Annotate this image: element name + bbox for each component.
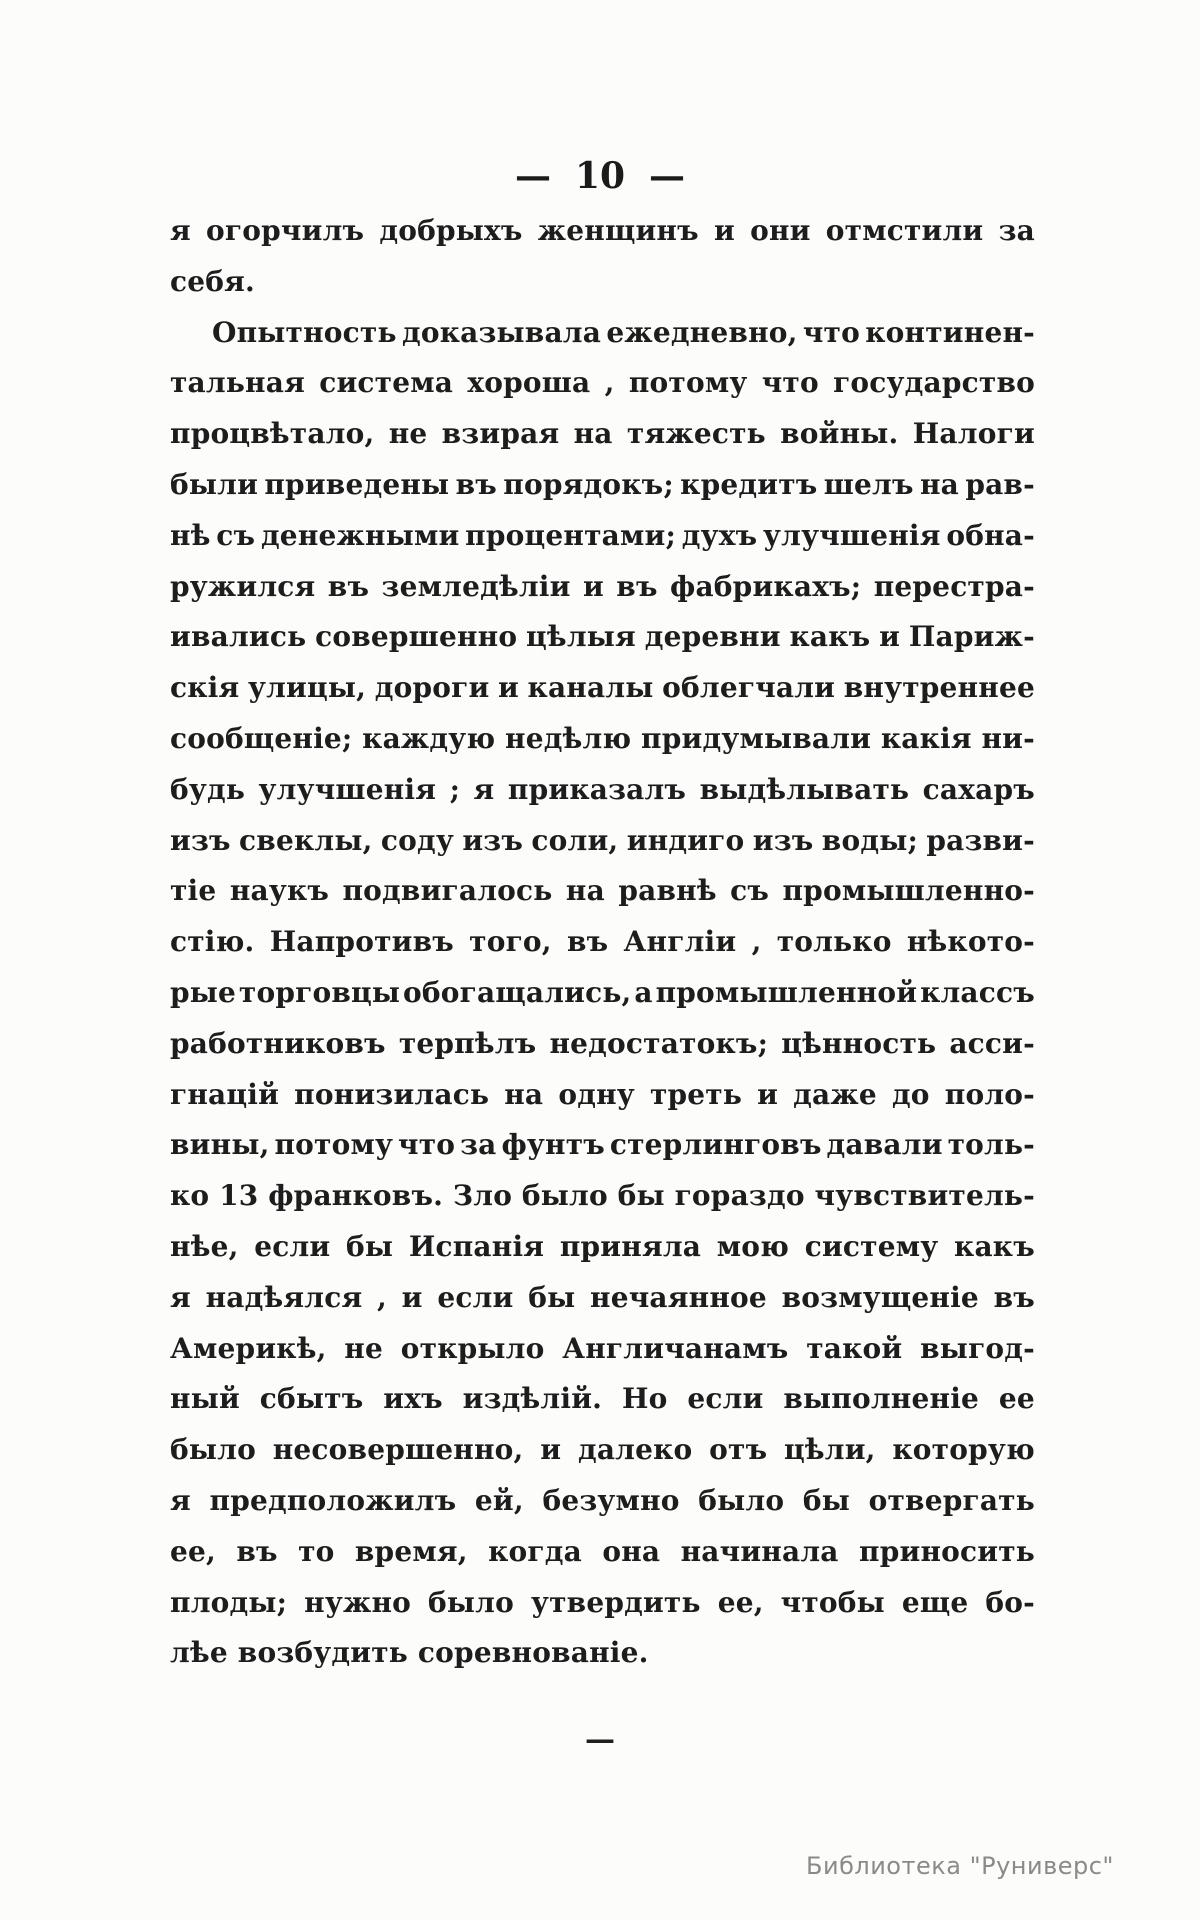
text-line: лѣе возбудить соревнованіе.: [170, 1636, 649, 1670]
word: начинала: [680, 1534, 839, 1568]
word: въ: [236, 1534, 278, 1568]
text-line: [170, 1476, 1035, 1527]
word: съ: [730, 874, 770, 908]
word: тяжесть: [626, 417, 766, 451]
word: въ: [993, 1280, 1035, 1314]
text-line: [170, 765, 1035, 816]
word: какія: [880, 721, 972, 755]
word: чувствитель-: [814, 1179, 1035, 1213]
word: они: [750, 214, 811, 247]
word: ,: [604, 366, 615, 400]
word: не: [344, 1331, 384, 1365]
word: издѣлій.: [462, 1382, 603, 1416]
word: континен-: [865, 315, 1035, 349]
text-line: [170, 1019, 1035, 1070]
word: асси-: [949, 1026, 1035, 1060]
word: утвердить: [530, 1585, 701, 1619]
word: бы: [617, 1179, 665, 1213]
word: цѣнность: [781, 1026, 937, 1060]
word: тіе: [170, 874, 217, 908]
word: порядокъ;: [503, 467, 674, 501]
word: соду: [380, 823, 454, 857]
word: будь: [170, 772, 246, 806]
word: ихъ: [383, 1382, 443, 1416]
word: она: [602, 1534, 661, 1568]
word: до: [891, 1077, 930, 1111]
word: какъ: [789, 620, 871, 654]
word: цѣлыя: [526, 620, 636, 654]
word: я: [170, 1280, 191, 1314]
word: съ: [216, 518, 256, 552]
word: бы: [528, 1280, 576, 1314]
word: толь-: [947, 1128, 1035, 1162]
word: надѣялся: [205, 1280, 363, 1314]
word: въ: [616, 569, 658, 603]
word: скія: [170, 671, 240, 705]
word: индиго: [626, 823, 745, 857]
word: ;: [449, 772, 461, 806]
word: ,: [751, 925, 762, 959]
word: за: [460, 1128, 497, 1162]
word: было: [428, 1585, 514, 1619]
word: отвергать: [868, 1483, 1035, 1517]
word: поло-: [944, 1077, 1035, 1111]
word: далеко: [577, 1433, 693, 1467]
word: если: [437, 1280, 514, 1314]
word: промышленной: [655, 975, 918, 1009]
word: разви-: [926, 823, 1035, 857]
word: свеклы,: [239, 823, 373, 857]
text-line: [170, 1374, 1035, 1425]
word: подвигалось: [342, 874, 553, 908]
word: соли,: [531, 823, 619, 857]
word: безумно: [542, 1483, 680, 1517]
text-line: [170, 409, 1035, 460]
word: и: [498, 671, 519, 705]
page-header: [0, 155, 1200, 197]
word: въ: [327, 569, 370, 603]
word: вины,: [170, 1128, 270, 1162]
text-line: [170, 866, 1035, 917]
word: нѣе,: [170, 1229, 239, 1263]
word: нѣкото-: [906, 925, 1035, 959]
word: за: [998, 214, 1035, 247]
word: было: [698, 1483, 785, 1517]
word: выполненіе: [783, 1382, 980, 1416]
text-line: [170, 511, 1035, 562]
word: возмущеніе: [781, 1280, 979, 1314]
word: шелъ: [823, 467, 914, 501]
word: женщинъ: [537, 214, 699, 247]
word: что: [398, 1128, 456, 1162]
word: бы: [802, 1483, 850, 1517]
word: Америкѣ,: [170, 1331, 327, 1365]
word: сбытъ: [259, 1382, 364, 1416]
word: процвѣтало,: [170, 417, 375, 451]
word: гнацій: [170, 1077, 280, 1111]
word: еще: [901, 1585, 969, 1619]
word: доказывала: [401, 315, 602, 349]
word: Опытность: [212, 315, 397, 349]
word: рав-: [965, 467, 1035, 501]
word: если: [254, 1229, 331, 1263]
word: не: [388, 417, 428, 451]
word: а: [634, 975, 653, 1009]
word: сообщеніе;: [170, 721, 353, 755]
text-line: [170, 1070, 1035, 1121]
word: гораздо: [674, 1179, 805, 1213]
word: въ: [566, 925, 609, 959]
word: открыло: [400, 1331, 545, 1365]
word: равнѣ: [618, 874, 717, 908]
word: и: [582, 569, 604, 603]
word: недѣлю: [505, 721, 632, 755]
word: работниковъ: [170, 1026, 386, 1060]
word: Испанія: [408, 1229, 545, 1263]
word: приведены: [264, 467, 450, 501]
word: одну: [558, 1077, 635, 1111]
word: предположилъ: [209, 1483, 457, 1517]
word: кредитъ: [680, 467, 818, 501]
word: каналы: [527, 671, 654, 705]
word: фабрикахъ;: [670, 569, 862, 603]
word: если: [687, 1382, 764, 1416]
word: войны.: [780, 417, 899, 451]
word: Налоги: [912, 417, 1035, 451]
word: духъ: [681, 518, 758, 552]
word: несовершенно,: [272, 1433, 524, 1467]
word: въ: [455, 467, 497, 501]
word: выдѣлывать: [699, 772, 910, 806]
word: огорчилъ: [206, 214, 365, 247]
word: наукъ: [229, 874, 330, 908]
word: приносить: [859, 1534, 1035, 1568]
text-line: [170, 1324, 1035, 1375]
word: приказалъ: [507, 772, 687, 806]
word: ее: [998, 1382, 1035, 1416]
word: и: [879, 620, 901, 654]
text-line: [170, 714, 1035, 765]
text-line: [170, 206, 1035, 257]
word: было: [521, 1179, 608, 1213]
word: понизилась: [294, 1077, 490, 1111]
word: было: [170, 1433, 256, 1467]
word: Но: [621, 1382, 668, 1416]
word: изъ: [462, 823, 524, 857]
word: плоды;: [170, 1585, 288, 1619]
word: государство: [833, 366, 1035, 400]
word: промышленно-: [782, 874, 1035, 908]
word: ежедневно,: [606, 315, 798, 349]
word: Напротивъ: [269, 925, 454, 959]
word: то: [298, 1534, 335, 1568]
word: бы: [346, 1229, 394, 1263]
word: изъ: [170, 823, 231, 857]
page-number: 10: [574, 155, 626, 197]
word: процентами;: [465, 518, 677, 552]
word: рые: [170, 975, 237, 1009]
word: взирая: [441, 417, 560, 451]
word: выгод-: [920, 1331, 1035, 1365]
word: торговцы: [238, 975, 401, 1009]
word: сахаръ: [922, 772, 1035, 806]
word: нечаянное: [590, 1280, 767, 1314]
word: какъ: [954, 1229, 1035, 1263]
word: которую: [892, 1433, 1035, 1467]
word: обогащались,: [403, 975, 632, 1009]
word: ее,: [717, 1585, 764, 1619]
word: совершенно: [315, 620, 518, 654]
text-line: [170, 612, 1035, 663]
word: франковъ.: [268, 1179, 444, 1213]
word: облегчали: [662, 671, 836, 705]
text-line: [170, 1578, 1035, 1629]
text-line: [170, 917, 1035, 968]
word: земледѣліи: [381, 569, 571, 603]
word: потому: [274, 1128, 394, 1162]
word: на: [565, 874, 605, 908]
word: бо-: [985, 1585, 1035, 1619]
word: тальная: [170, 366, 305, 400]
word: ивались: [170, 620, 307, 654]
text-line: [170, 663, 1035, 714]
word: и: [713, 214, 735, 247]
section-divider: —: [585, 1722, 615, 1757]
word: и: [401, 1280, 423, 1314]
word: Англичанамъ: [562, 1331, 789, 1365]
word: придумывали: [641, 721, 872, 755]
text-line: [170, 816, 1035, 867]
word: ни-: [981, 721, 1035, 755]
word: классъ: [920, 975, 1035, 1009]
word: Зло: [452, 1179, 513, 1213]
word: дороги: [374, 671, 490, 705]
word: систему: [804, 1229, 939, 1263]
word: нужно: [304, 1585, 412, 1619]
word: ее,: [170, 1534, 216, 1568]
word: ный: [170, 1382, 240, 1416]
word: изъ: [752, 823, 814, 857]
word: чтобы: [780, 1585, 885, 1619]
word: что: [761, 366, 819, 400]
word: даже: [793, 1077, 877, 1111]
word: обна-: [946, 518, 1035, 552]
word: 13: [219, 1179, 259, 1213]
text-line: [170, 358, 1035, 409]
text-line: [170, 1527, 1035, 1578]
text-line: себя.: [170, 264, 255, 298]
word: Париж-: [908, 620, 1035, 654]
word: и: [540, 1433, 562, 1467]
word: фунтъ: [501, 1128, 605, 1162]
word: такой: [806, 1331, 903, 1365]
word: Англіи: [623, 925, 737, 959]
text-line: [170, 968, 1035, 1019]
text-line: [170, 1120, 1035, 1171]
word: были: [170, 467, 259, 501]
word: ,: [377, 1280, 387, 1314]
word: стію.: [170, 925, 255, 959]
library-watermark: Библиотека "Руниверс": [806, 1852, 1114, 1880]
word: воды;: [821, 823, 918, 857]
word: того,: [469, 925, 552, 959]
word: денежными: [260, 518, 460, 552]
word: мою: [716, 1229, 790, 1263]
text-block: [170, 206, 1035, 1679]
word: отъ: [709, 1433, 768, 1467]
text-line: [170, 308, 1035, 359]
word: на: [504, 1077, 544, 1111]
text-line: [170, 1171, 1035, 1222]
word: каждую: [362, 721, 496, 755]
text-line: [170, 1273, 1035, 1324]
text-line: [170, 562, 1035, 613]
word: время,: [354, 1534, 468, 1568]
word: что: [802, 315, 860, 349]
word: ко: [170, 1179, 210, 1213]
word: терпѣлъ: [398, 1026, 537, 1060]
word: нѣ: [170, 518, 211, 552]
word: отмстили: [825, 214, 984, 247]
word: улицы,: [247, 671, 367, 705]
word: хороша: [467, 366, 591, 400]
text-line: [170, 460, 1035, 511]
text-line: [170, 1425, 1035, 1476]
word: добрыхъ: [379, 214, 523, 247]
word: цѣли,: [784, 1433, 876, 1467]
word: деревни: [644, 620, 781, 654]
word: внутреннее: [843, 671, 1035, 705]
text-line: [170, 1222, 1035, 1273]
word: и: [757, 1077, 779, 1111]
word: я: [170, 214, 191, 247]
word: я: [170, 1483, 191, 1517]
word: недостатокъ;: [549, 1026, 769, 1060]
word: только: [776, 925, 892, 959]
word: я: [473, 772, 495, 806]
word: ружился: [170, 569, 316, 603]
word: потому: [628, 366, 748, 400]
word: когда: [488, 1534, 582, 1568]
word: треть: [649, 1077, 743, 1111]
word: перестра-: [873, 569, 1035, 603]
header-right-dash: —: [649, 155, 686, 197]
word: улучшенія: [763, 518, 941, 552]
word: система: [319, 366, 454, 400]
word: улучшенія: [258, 772, 437, 806]
word: давали: [826, 1128, 943, 1162]
word: приняла: [559, 1229, 702, 1263]
word: на: [573, 417, 613, 451]
word: ей,: [474, 1483, 524, 1517]
word: стерлинговъ: [609, 1128, 822, 1162]
word: на: [919, 467, 960, 501]
header-left-dash: —: [514, 155, 551, 197]
